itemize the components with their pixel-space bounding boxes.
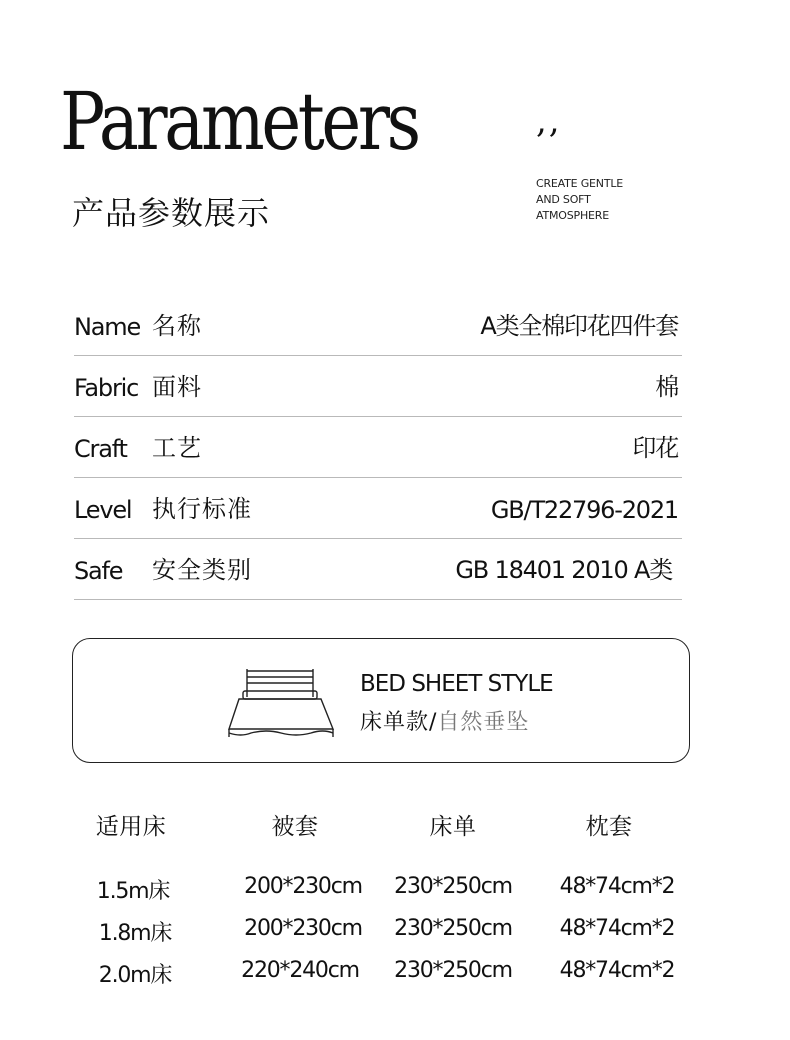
bed-icon: [221, 667, 341, 743]
size-cell: 230*250cm: [394, 916, 512, 941]
size-cell: 1.8m床: [98, 921, 172, 946]
size-header: 床单: [429, 814, 477, 840]
param-row-name: [74, 295, 682, 356]
size-cell: 220*240cm: [241, 958, 359, 983]
param-value: GB/T22796-2021: [490, 496, 678, 524]
param-label-cn: 面料: [152, 373, 202, 401]
style-title-cn-main: 床单款/: [360, 710, 438, 735]
style-title-cn-light: 自然垂坠: [437, 710, 530, 735]
size-cell: 2.0m床: [98, 963, 172, 988]
param-label-en: Craft: [74, 435, 127, 463]
param-label-cn: 名称: [152, 312, 202, 340]
size-cell: 230*250cm: [394, 874, 512, 899]
param-label-cn: 安全类别: [152, 556, 252, 584]
tagline: [536, 176, 623, 224]
param-label-en: Name: [74, 313, 141, 341]
size-cell: 1.5m床: [96, 879, 170, 904]
page-subtitle: 产品参数展示: [72, 194, 271, 232]
param-value: 印花: [632, 434, 678, 462]
size-header: 适用床: [95, 814, 167, 840]
size-cell: 230*250cm: [394, 958, 512, 983]
param-value: GB 18401 2010 A类: [455, 556, 672, 584]
tagline-line: CREATE GENTLE: [536, 177, 624, 190]
size-cell: 48*74cm*2: [559, 874, 675, 899]
size-header: 被套: [271, 814, 319, 840]
page-title: Parameters: [60, 75, 418, 168]
parameter-table: [74, 295, 682, 600]
bed-sheet-style-box: [72, 638, 690, 763]
style-title-cn: [360, 705, 529, 736]
param-value: A类全棉印花四件套: [480, 312, 678, 340]
tagline-line: ATMOSPHERE: [536, 209, 609, 222]
param-row-safe: [74, 539, 682, 600]
param-label-cn: 工艺: [152, 434, 202, 462]
size-cell: 200*230cm: [244, 874, 362, 899]
size-cell: 200*230cm: [244, 916, 362, 941]
quote-mark: ,,: [536, 101, 562, 141]
size-header: 枕套: [585, 814, 633, 840]
param-row-fabric: [74, 356, 682, 417]
style-title-en: BED SHEET STYLE: [360, 671, 553, 697]
size-cell: 48*74cm*2: [559, 958, 675, 983]
param-label-cn: 执行标准: [152, 495, 252, 523]
size-cell: 48*74cm*2: [559, 916, 675, 941]
param-row-level: [74, 478, 682, 539]
tagline-line: AND SOFT: [536, 193, 591, 206]
param-label-en: Safe: [74, 557, 123, 585]
param-label-en: Fabric: [74, 374, 139, 402]
param-value: 棉: [655, 373, 678, 401]
param-row-craft: [74, 417, 682, 478]
param-label-en: Level: [74, 496, 132, 524]
